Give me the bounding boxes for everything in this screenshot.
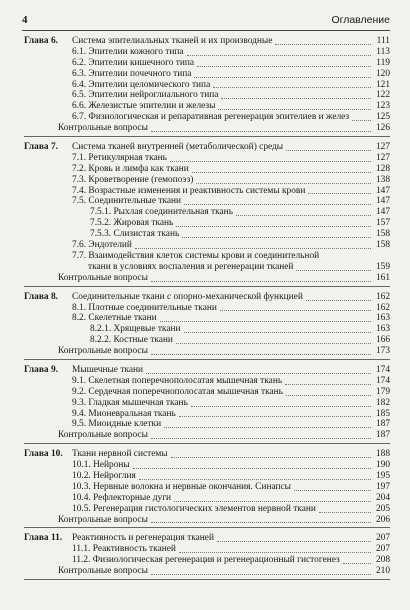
entry-title: 6.6. Железистые эпителии и железы bbox=[72, 101, 216, 112]
toc-entry[interactable] bbox=[24, 112, 390, 123]
toc-entry[interactable] bbox=[24, 387, 390, 398]
toc-entry[interactable] bbox=[24, 324, 390, 335]
page-ref: 163 bbox=[375, 313, 390, 324]
dot-leader bbox=[174, 501, 371, 502]
page-ref: 126 bbox=[375, 123, 390, 134]
toc-entry[interactable] bbox=[24, 460, 390, 471]
page-ref: 138 bbox=[375, 174, 390, 185]
entry-title: 10.5. Регенерация гистологических элементов нервной ткани bbox=[72, 503, 316, 514]
entry-title: 10.2. Нейроглия bbox=[72, 470, 136, 481]
dot-leader bbox=[196, 183, 371, 184]
entry-title: 10.4. Рефлекторные дуги bbox=[72, 492, 172, 503]
toc-entry[interactable] bbox=[24, 313, 390, 324]
entry-title-continuation bbox=[72, 262, 390, 273]
page-ref: 127 bbox=[375, 142, 390, 152]
toc-entry[interactable] bbox=[24, 196, 390, 207]
page-ref: 179 bbox=[375, 386, 390, 397]
page-ref: 161 bbox=[375, 272, 390, 283]
toc-entry[interactable] bbox=[24, 430, 390, 441]
dot-leader bbox=[213, 87, 371, 88]
toc-entry[interactable] bbox=[24, 153, 390, 164]
page-ref: 162 bbox=[375, 302, 390, 313]
toc-entry[interactable] bbox=[24, 69, 390, 80]
dot-leader bbox=[179, 552, 371, 553]
toc-entry[interactable] bbox=[24, 90, 390, 101]
entry-title: 9.1. Скелетная поперечнополосатая мышечная ткань bbox=[72, 375, 283, 386]
entry-title: 8.2.1. Хрящевые ткани bbox=[90, 324, 181, 335]
page-ref: 205 bbox=[375, 503, 390, 514]
page-ref: 174 bbox=[375, 364, 390, 375]
page-ref: 147 bbox=[375, 207, 390, 218]
toc-entry[interactable] bbox=[24, 175, 390, 186]
dot-leader bbox=[294, 490, 371, 491]
page-ref: 188 bbox=[375, 449, 390, 460]
entry-title: Система эпителиальных тканей и их производные bbox=[72, 35, 273, 46]
toc-entry[interactable] bbox=[24, 186, 390, 197]
dot-leader bbox=[194, 77, 371, 78]
dot-leader bbox=[221, 98, 371, 99]
page-ref: 120 bbox=[375, 68, 390, 79]
toc-entry[interactable] bbox=[24, 376, 390, 387]
toc-entry-wrapped[interactable] bbox=[24, 251, 390, 273]
dot-leader bbox=[151, 522, 371, 523]
dot-leader bbox=[286, 395, 371, 396]
toc-entry[interactable] bbox=[24, 335, 390, 346]
page-ref: 147 bbox=[375, 185, 390, 196]
dot-leader bbox=[139, 479, 371, 480]
dot-leader bbox=[135, 248, 371, 249]
toc-entry[interactable] bbox=[24, 555, 390, 566]
toc-entry[interactable] bbox=[24, 142, 390, 153]
dot-leader bbox=[319, 512, 371, 513]
chapter-label: Глава 8. bbox=[24, 291, 58, 302]
toc-entry[interactable] bbox=[24, 47, 390, 58]
toc-entry[interactable] bbox=[24, 504, 390, 515]
toc-entry[interactable] bbox=[24, 123, 390, 134]
toc-entry[interactable] bbox=[24, 292, 390, 303]
page-ref: 158 bbox=[375, 229, 390, 240]
page-ref: 128 bbox=[375, 163, 390, 174]
dot-leader bbox=[176, 343, 371, 344]
chapter-label: Глава 6. bbox=[24, 35, 58, 46]
entry-title: 11.1. Реактивность тканей bbox=[72, 544, 176, 555]
dot-leader bbox=[182, 237, 371, 238]
page-ref: 195 bbox=[375, 470, 390, 481]
entry-title: 6.2. Эпителии кишечного типа bbox=[72, 57, 195, 68]
chapter-block bbox=[24, 292, 390, 360]
toc-entry[interactable] bbox=[24, 101, 390, 112]
dot-leader bbox=[179, 416, 371, 417]
entry-title: Контрольные вопросы bbox=[58, 430, 148, 441]
chapter-block bbox=[24, 533, 390, 580]
page-number: 4 bbox=[22, 14, 28, 26]
chapter-block bbox=[24, 36, 390, 137]
toc-entry[interactable] bbox=[24, 80, 390, 91]
dot-leader bbox=[151, 438, 371, 439]
entry-title: Контрольные вопросы bbox=[58, 346, 148, 357]
page-ref: 208 bbox=[375, 555, 390, 566]
page-ref: 185 bbox=[375, 408, 390, 419]
toc-entry[interactable] bbox=[24, 533, 390, 544]
entry-title: 6.3. Эпителии почечного типа bbox=[72, 68, 192, 79]
entry-title: 7.4. Возрастные изменения и реактивность системы крови bbox=[72, 185, 306, 196]
page-ref: 123 bbox=[375, 101, 390, 112]
entry-title: Мышечные ткани bbox=[72, 364, 144, 375]
entry-title: 11.2. Физиологическая регенерация и регенерационный гистогенез bbox=[72, 555, 340, 566]
page-ref: 122 bbox=[375, 90, 390, 101]
entry-title: 7.5.1. Рыхлая соединительная ткань bbox=[90, 207, 233, 218]
dot-leader bbox=[352, 120, 371, 121]
dot-leader bbox=[220, 310, 371, 311]
page-header bbox=[22, 12, 390, 31]
toc-entry[interactable] bbox=[24, 544, 390, 555]
entry-title: 7.5.3. Слизистая ткань bbox=[90, 229, 180, 240]
page-ref: 158 bbox=[375, 240, 390, 251]
entry-title: 7.3. Кроветворение (гемопоэз) bbox=[72, 174, 194, 185]
page-ref: 173 bbox=[375, 346, 390, 357]
toc-entry[interactable] bbox=[24, 566, 390, 577]
dot-leader bbox=[146, 373, 371, 374]
toc-entry[interactable] bbox=[24, 365, 390, 376]
toc-entry[interactable] bbox=[24, 273, 390, 284]
chapter-label: Глава 11. bbox=[24, 533, 63, 544]
entry-title: 6.1. Эпителии кожного типа bbox=[72, 46, 184, 57]
dot-leader bbox=[176, 226, 371, 227]
dot-leader bbox=[184, 204, 371, 205]
page-ref: 159 bbox=[375, 261, 390, 272]
entry-title: 7.5. Соединительные ткани bbox=[72, 196, 182, 207]
dot-leader bbox=[197, 66, 371, 67]
dot-leader bbox=[151, 574, 371, 575]
toc-entry[interactable] bbox=[24, 58, 390, 69]
chapter-label: Глава 9. bbox=[24, 364, 58, 375]
toc-entry[interactable] bbox=[24, 207, 390, 218]
page-ref: 207 bbox=[375, 544, 390, 555]
page-ref: 127 bbox=[375, 152, 390, 163]
dot-leader bbox=[285, 384, 371, 385]
toc-entry[interactable] bbox=[24, 36, 390, 47]
dot-leader bbox=[217, 541, 371, 542]
page-ref: 125 bbox=[375, 112, 390, 123]
toc-entry[interactable] bbox=[24, 240, 390, 251]
dot-leader bbox=[286, 150, 371, 151]
dot-leader bbox=[192, 172, 371, 173]
entry-title: 6.7. Физиологическая и репаративная регенерация эпителиев и желез bbox=[72, 112, 350, 123]
entry-title: 7.1. Ретикулярная ткань bbox=[72, 152, 167, 163]
dot-leader bbox=[218, 109, 371, 110]
dot-leader bbox=[151, 281, 371, 282]
toc-entry[interactable] bbox=[24, 493, 390, 504]
entry-title: 6.5. Эпителии нейроглиального типа bbox=[72, 90, 219, 101]
entry-title: 10.1. Нейроны bbox=[72, 460, 130, 471]
toc-entry[interactable] bbox=[24, 419, 390, 430]
entry-title: Контрольные вопросы bbox=[58, 566, 148, 577]
chapter-label: Глава 10. bbox=[24, 449, 63, 460]
entry-title: 7.2. Кровь и лимфа как ткани bbox=[72, 163, 189, 174]
entry-title: Реактивность и регенерация тканей bbox=[72, 533, 214, 544]
page-ref: 206 bbox=[375, 514, 390, 525]
table-of-contents bbox=[24, 36, 390, 585]
page-ref: 187 bbox=[375, 419, 390, 430]
entry-title: 8.2. Скелетные ткани bbox=[72, 313, 157, 324]
page-ref: 121 bbox=[375, 79, 390, 90]
entry-title: Контрольные вопросы bbox=[58, 123, 148, 134]
page-ref: 113 bbox=[376, 46, 390, 57]
page-ref: 190 bbox=[375, 460, 390, 471]
entry-title: Система тканей внутренней (метаболической) среды bbox=[72, 142, 284, 152]
dot-leader bbox=[275, 44, 371, 45]
toc-entry[interactable] bbox=[24, 303, 390, 314]
entry-title: Контрольные вопросы bbox=[58, 272, 148, 283]
dot-leader bbox=[170, 161, 371, 162]
chapter-label: Глава 7. bbox=[24, 142, 58, 152]
page-ref: 111 bbox=[376, 35, 390, 46]
dot-leader bbox=[343, 563, 371, 564]
entry-title: Соединительные ткани с опорно-механической функцией bbox=[72, 291, 303, 302]
page-ref: 204 bbox=[375, 492, 390, 503]
toc-entry[interactable] bbox=[24, 409, 390, 420]
toc-entry[interactable] bbox=[24, 164, 390, 175]
page-ref: 174 bbox=[375, 375, 390, 386]
dot-leader bbox=[236, 215, 371, 216]
page-ref: 163 bbox=[375, 324, 390, 335]
entry-title: 7.7. Взаимодействия клеток системы крови и соединительной bbox=[72, 250, 320, 261]
entry-title: ткани в условиях воспаления и регенерации тканей bbox=[88, 261, 294, 272]
entry-title: 7.5.2. Жировая ткань bbox=[90, 218, 174, 229]
dot-leader bbox=[164, 427, 371, 428]
page-ref: 147 bbox=[375, 196, 390, 207]
toc-entry[interactable] bbox=[24, 218, 390, 229]
entry-title: 9.2. Сердечная поперечнополосатая мышечная ткань bbox=[72, 386, 283, 397]
entry-title: 8.2.2. Костные ткани bbox=[90, 335, 173, 346]
entry-title: 8.1. Плотные соединительные ткани bbox=[72, 302, 217, 313]
page-ref: 162 bbox=[375, 291, 390, 302]
entry-text-block bbox=[72, 251, 390, 273]
toc-entry[interactable] bbox=[24, 346, 390, 357]
chapter-block bbox=[24, 449, 390, 528]
page-ref: 166 bbox=[375, 335, 390, 346]
dot-leader bbox=[133, 468, 371, 469]
page-ref: 207 bbox=[375, 533, 390, 544]
toc-entry[interactable] bbox=[24, 515, 390, 526]
page-ref: 119 bbox=[376, 57, 390, 68]
dot-leader bbox=[151, 354, 371, 355]
dot-leader bbox=[160, 321, 371, 322]
entry-title: 7.6. Эндотелий bbox=[72, 240, 132, 251]
dot-leader bbox=[171, 457, 371, 458]
entry-title: Ткани нервной системы bbox=[72, 449, 168, 460]
entry-title: 9.4. Мионевральная ткань bbox=[72, 408, 176, 419]
dot-leader bbox=[306, 300, 371, 301]
entry-title: Контрольные вопросы bbox=[58, 514, 148, 525]
chapter-block bbox=[24, 365, 390, 444]
toc-entry[interactable] bbox=[24, 229, 390, 240]
page-ref: 197 bbox=[375, 481, 390, 492]
toc-entry[interactable] bbox=[24, 482, 390, 493]
toc-entry[interactable] bbox=[24, 449, 390, 460]
dot-leader bbox=[151, 131, 371, 132]
dot-leader bbox=[191, 406, 371, 407]
running-title: Оглавление bbox=[331, 14, 390, 26]
page-ref: 157 bbox=[375, 218, 390, 229]
dot-leader bbox=[296, 270, 371, 271]
page-ref: 210 bbox=[375, 566, 390, 577]
entry-indent bbox=[24, 251, 72, 273]
entry-title: 9.3. Гладкая мышечная ткань bbox=[72, 397, 188, 408]
dot-leader bbox=[184, 332, 371, 333]
page-ref: 187 bbox=[375, 430, 390, 441]
chapter-block bbox=[24, 142, 390, 287]
entry-title: 9.5. Миоидные клетки bbox=[72, 419, 162, 430]
dot-leader bbox=[187, 55, 371, 56]
toc-entry[interactable] bbox=[24, 398, 390, 409]
dot-leader bbox=[308, 193, 371, 194]
entry-title: 10.3. Нервные волокна и нервные окончания. Синапсы bbox=[72, 481, 291, 492]
page-ref: 182 bbox=[375, 397, 390, 408]
entry-title: 6.4. Эпителии целомического типа bbox=[72, 79, 211, 90]
toc-entry[interactable] bbox=[24, 471, 390, 482]
